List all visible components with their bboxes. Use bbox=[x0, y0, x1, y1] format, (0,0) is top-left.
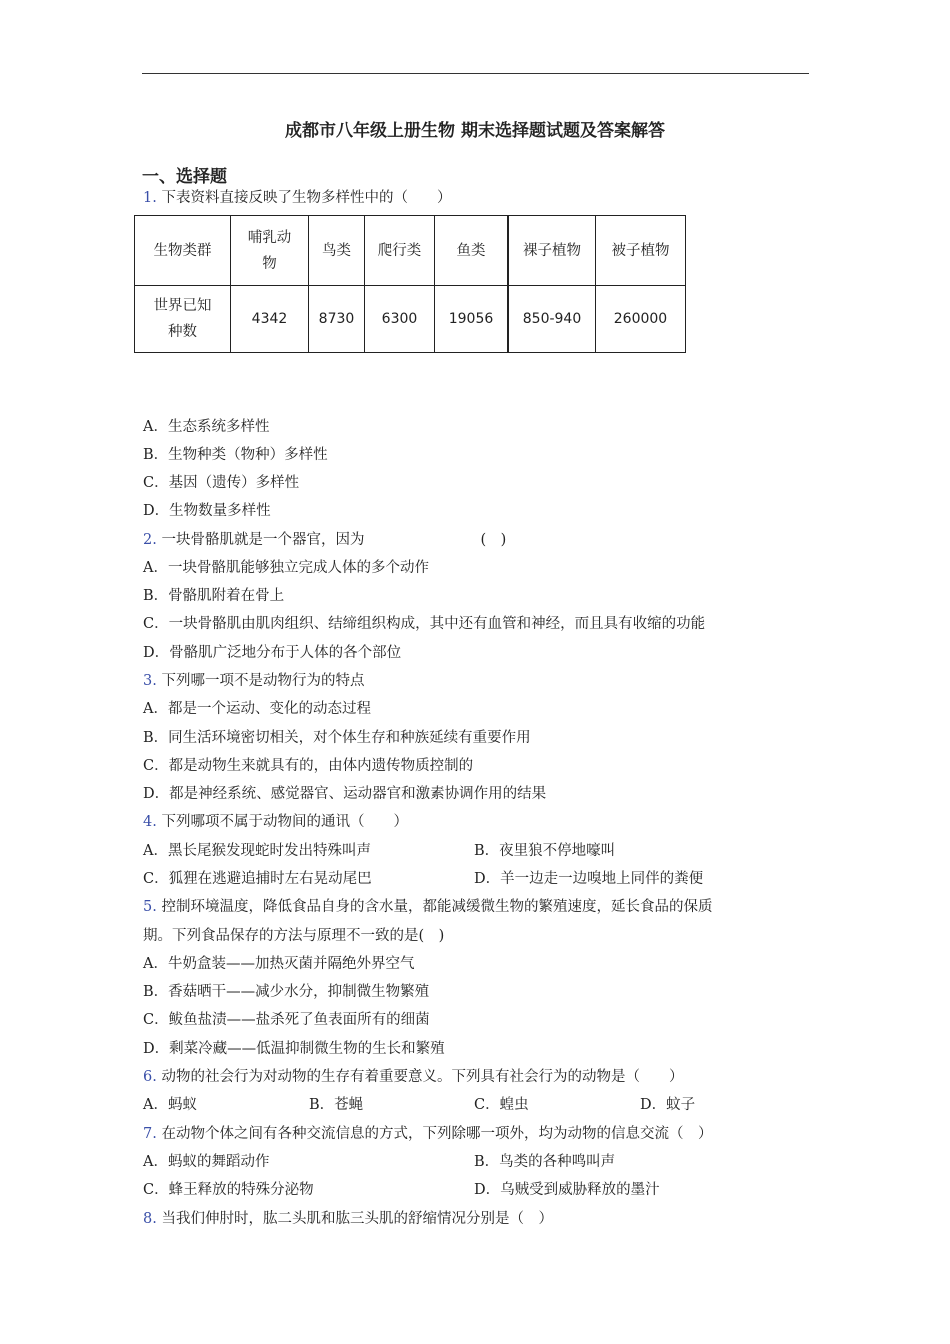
option: C．蝗虫 bbox=[474, 1097, 529, 1113]
table-cell: 鸟类 bbox=[309, 216, 365, 286]
table-cell: 世界已知种数 bbox=[153, 298, 212, 340]
question-text: 下表资料直接反映了生物多样性中的（ ） bbox=[161, 190, 452, 206]
table-cell: 哺乳动物 bbox=[247, 229, 292, 272]
question-5 bbox=[143, 895, 712, 916]
option: D．生物数量多样性 bbox=[143, 503, 271, 519]
species-table bbox=[134, 215, 686, 353]
question-number: 5. bbox=[143, 899, 157, 915]
option: D．羊一边走一边嗅地上同伴的粪便 bbox=[474, 871, 704, 887]
table-data-row bbox=[135, 286, 686, 353]
option: B．苍蝇 bbox=[309, 1097, 364, 1113]
question-number: 3. bbox=[143, 673, 157, 689]
option: C．都是动物生来就具有的，由体内遗传物质控制的 bbox=[143, 758, 474, 774]
option: A．生态系统多样性 bbox=[143, 419, 270, 435]
table-cell: 裸子植物 bbox=[508, 216, 596, 286]
question-6 bbox=[143, 1065, 683, 1086]
table-cell: 爬行类 bbox=[365, 216, 435, 286]
option: C．蜂王释放的特殊分泌物 bbox=[143, 1182, 314, 1198]
question-text: 一块骨骼肌就是一个器官，因为 ( ) bbox=[161, 532, 507, 548]
option: C．鲅鱼盐渍——盐杀死了鱼表面所有的细菌 bbox=[143, 1012, 430, 1028]
question-2 bbox=[143, 528, 506, 549]
table-cell: 19056 bbox=[435, 286, 509, 353]
table-cell: 4342 bbox=[231, 286, 309, 353]
option: B．夜里狼不停地嚎叫 bbox=[474, 843, 616, 859]
option: B．香菇晒干——减少水分，抑制微生物繁殖 bbox=[143, 984, 430, 1000]
question-text: 下列哪项不属于动物间的通讯（ ） bbox=[161, 814, 408, 830]
table-cell: 6300 bbox=[365, 286, 435, 353]
header-rule bbox=[142, 73, 809, 74]
table-cell: 260000 bbox=[596, 286, 686, 353]
option: C．基因（遗传）多样性 bbox=[143, 475, 300, 491]
option: D．乌贼受到威胁释放的墨汁 bbox=[474, 1182, 660, 1198]
question-number: 6. bbox=[143, 1069, 157, 1085]
option: A．都是一个运动、变化的动态过程 bbox=[143, 701, 371, 717]
question-number: 8. bbox=[143, 1211, 157, 1227]
question-number: 1. bbox=[143, 190, 157, 206]
table-cell: 8730 bbox=[309, 286, 365, 353]
option: B．同生活环境密切相关，对个体生存和种族延续有重要作用 bbox=[143, 730, 531, 746]
option: B．鸟类的各种鸣叫声 bbox=[474, 1154, 616, 1170]
option: C．狐狸在逃避追捕时左右晃动尾巴 bbox=[143, 871, 372, 887]
question-text: 当我们伸肘时，肱二头肌和肱三头肌的舒缩情况分别是（ ） bbox=[161, 1211, 553, 1227]
table-cell: 生物类群 bbox=[135, 216, 231, 286]
question-number: 2. bbox=[143, 532, 157, 548]
page-title: 成都市八年级上册生物 期末选择题试题及答案解答 bbox=[285, 121, 665, 141]
question-text: 动物的社会行为对动物的生存有着重要意义。下列具有社会行为的动物是（ ） bbox=[161, 1069, 684, 1085]
option: A．黑长尾猴发现蛇时发出特殊叫声 bbox=[143, 843, 371, 859]
option: D．都是神经系统、感觉器官、运动器官和激素协调作用的结果 bbox=[143, 786, 547, 802]
table-cell: 鱼类 bbox=[435, 216, 509, 286]
option: A．蚂蚁的舞蹈动作 bbox=[143, 1154, 270, 1170]
question-8 bbox=[143, 1207, 553, 1228]
section-heading: 一、选择题 bbox=[142, 167, 227, 187]
option: D．蚊子 bbox=[640, 1097, 696, 1113]
question-number: 7. bbox=[143, 1126, 157, 1142]
table-cell: 被子植物 bbox=[596, 216, 686, 286]
option: A．蚂蚁 bbox=[143, 1097, 197, 1113]
option: D．剩菜冷藏——低温抑制微生物的生长和繁殖 bbox=[143, 1041, 445, 1057]
option: C．一块骨骼肌由肌肉组织、结缔组织构成，其中还有血管和神经，而且具有收缩的功能 bbox=[143, 616, 706, 632]
question-4 bbox=[143, 810, 408, 831]
option: B．生物种类（物种）多样性 bbox=[143, 447, 328, 463]
option: D．骨骼肌广泛地分布于人体的各个部位 bbox=[143, 645, 402, 661]
option: A．牛奶盒装——加热灭菌并隔绝外界空气 bbox=[143, 956, 415, 972]
table-header-row bbox=[135, 216, 686, 286]
question-text-continued: 期。下列食品保存的方法与原理不一致的是( ) bbox=[143, 928, 445, 944]
question-text: 下列哪一项不是动物行为的特点 bbox=[161, 673, 365, 689]
question-1 bbox=[143, 186, 451, 207]
question-text: 控制环境温度，降低食品自身的含水量，都能减缓微生物的繁殖速度，延长食品的保质 bbox=[161, 899, 713, 915]
table-cell: 850-940 bbox=[508, 286, 596, 353]
option: A．一块骨骼肌能够独立完成人体的多个动作 bbox=[143, 560, 429, 576]
question-7 bbox=[143, 1122, 712, 1143]
question-number: 4. bbox=[143, 814, 157, 830]
option: B．骨骼肌附着在骨上 bbox=[143, 588, 285, 604]
question-3 bbox=[143, 669, 364, 690]
question-text: 在动物个体之间有各种交流信息的方式，下列除哪一项外，均为动物的信息交流（ ） bbox=[161, 1126, 713, 1142]
